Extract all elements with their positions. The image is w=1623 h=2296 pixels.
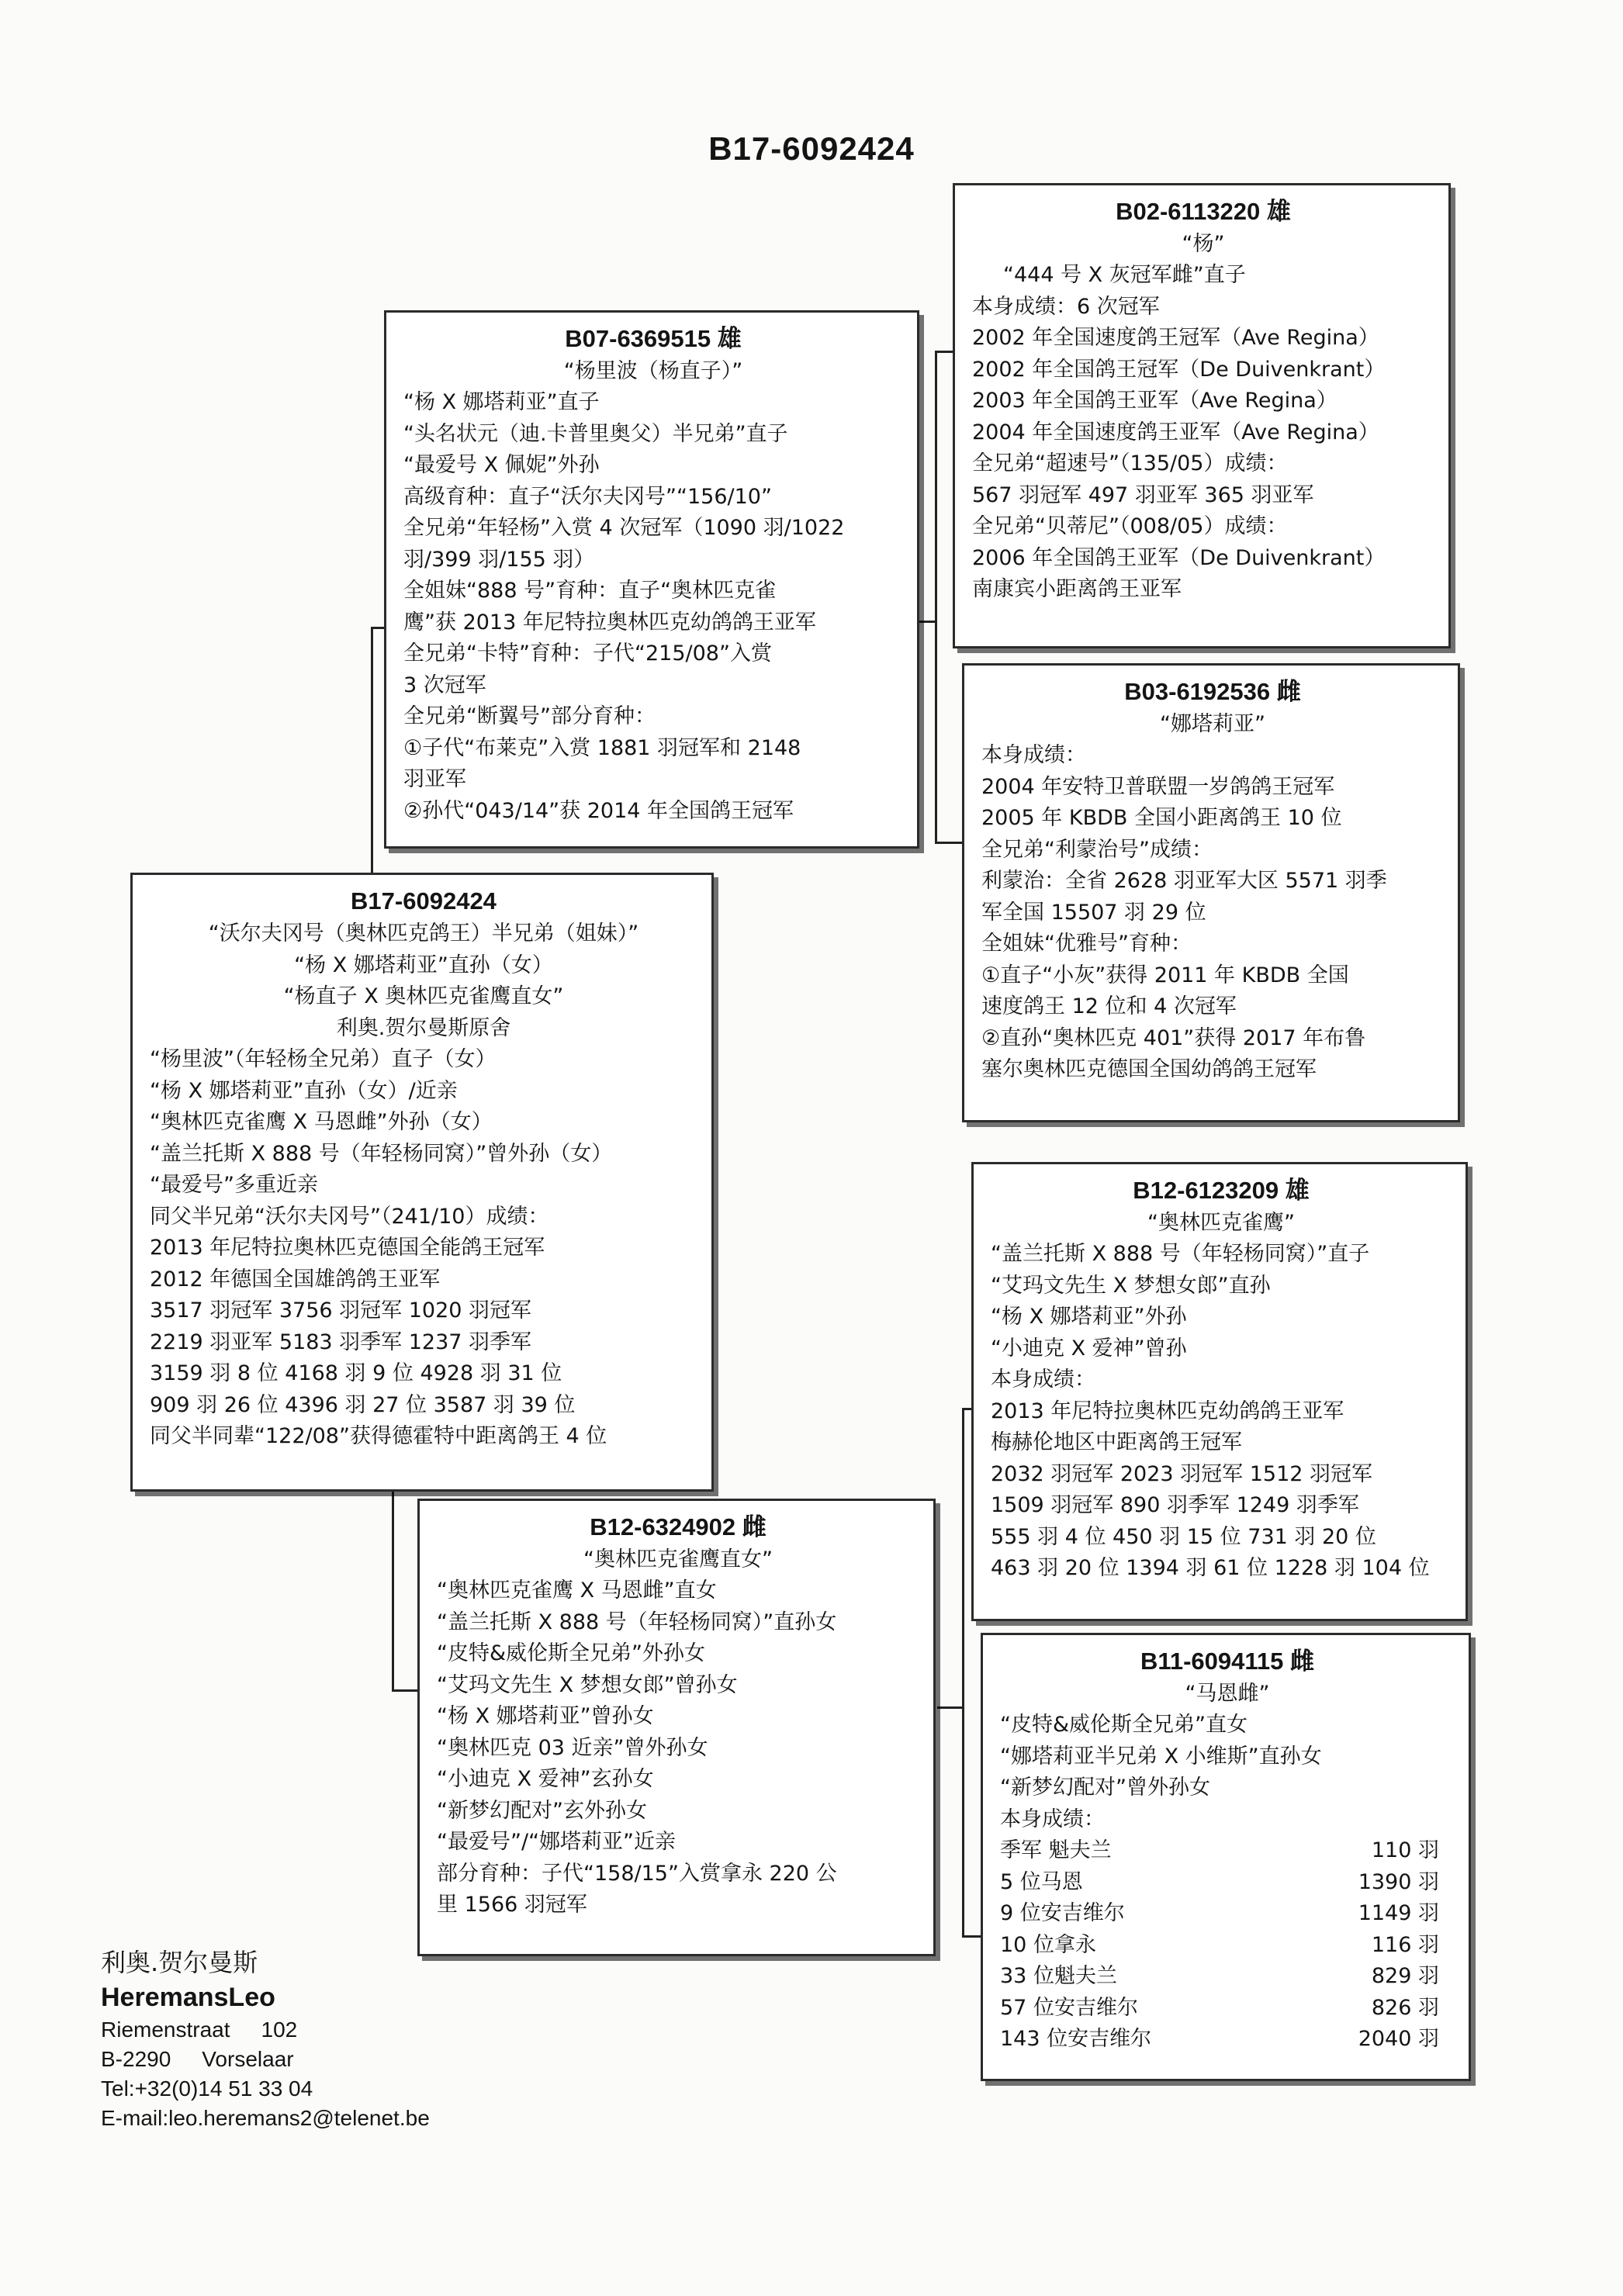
sd-line: 2004 年安特卫普联盟一岁鸽鸽王冠军 — [981, 774, 1335, 799]
dd-line: 本身成绩： — [1000, 1807, 1105, 1831]
ds-line: “小迪克 X 爱神”曾孙 — [991, 1336, 1187, 1361]
dd-ring-number: B11-6094115 雌 — [1140, 1648, 1315, 1675]
dam-line: 部分育种：子代“158/15”入赏拿永 220 公 — [437, 1861, 837, 1886]
subject-line: “盖兰托斯 X 888 号（年轻杨同窝）”曾外孙（女） — [150, 1141, 613, 1166]
subject-line: 同父半同辈“122/08”获得德霍特中距离鸽王 4 位 — [150, 1424, 607, 1448]
subject-line: 909 羽 26 位 4396 羽 27 位 3587 羽 39 位 — [150, 1392, 576, 1417]
dd-result-place: 季军 魁夫兰 — [1000, 1838, 1112, 1862]
ss-line: 本身成绩：6 次冠军 — [972, 294, 1160, 319]
page-title: B17-6092424 — [708, 130, 915, 167]
ss-line: “444 号 X 灰冠军雌”直子 — [1003, 263, 1246, 287]
dam-box — [417, 1499, 936, 1956]
subject-line: 2219 羽亚军 5183 羽季军 1237 羽季军 — [150, 1330, 532, 1354]
sd-line: ②直孙“奥林匹克 401”获得 2017 年布鲁 — [981, 1025, 1366, 1050]
sire-line: 鹰”获 2013 年尼特拉奥林匹克幼鸽鸽王亚军 — [403, 610, 816, 635]
ds-line: 本身成绩： — [991, 1368, 1095, 1392]
dam-line: “最爱号”/“娜塔莉亚”近亲 — [437, 1830, 677, 1854]
sire-line: “杨 X 娜塔莉亚”直子 — [403, 390, 600, 414]
ds-line: “盖兰托斯 X 888 号（年轻杨同窝）”直子 — [991, 1242, 1370, 1266]
sire-line: ①子代“布莱克”入赏 1881 羽冠军和 2148 — [403, 735, 801, 760]
connector-subject-dam-horizontal — [392, 1689, 420, 1692]
sire-line: 3 次冠军 — [403, 673, 486, 697]
dd-result-birds: 829 羽 — [1371, 1964, 1439, 1988]
sire-line: “头名状元（迪.卡普里奥父）半兄弟”直子 — [403, 421, 788, 446]
ss-line: 2006 年全国鸽王亚军（De Duivenkrant） — [972, 545, 1386, 570]
owner-postcode: B-2290 — [101, 2047, 171, 2071]
dam-sire-box — [971, 1162, 1468, 1621]
dd-line: “娜塔莉亚半兄弟 X 小维斯”直孙女 — [1000, 1744, 1322, 1769]
owner-email[interactable]: E-mail:leo.heremans2@telenet.be — [101, 2106, 430, 2130]
sire-ring-number: B07-6369515 雄 — [565, 325, 742, 352]
owner-phone: Tel:+32(0)14 51 33 04 — [101, 2076, 313, 2101]
subject-line: “沃尔夫冈号（奥林匹克鸽王）半兄弟（姐妹）” — [208, 922, 639, 946]
ds-line: 2032 羽冠军 2023 羽冠军 1512 羽冠军 — [991, 1461, 1373, 1486]
dam-line: 里 1566 羽冠军 — [437, 1893, 587, 1917]
dd-nickname: “马恩雌” — [1185, 1682, 1270, 1706]
ds-line: 555 羽 4 位 450 羽 15 位 731 羽 20 位 — [991, 1524, 1376, 1549]
dam-line: “杨 X 娜塔莉亚”曾孙女 — [437, 1704, 654, 1728]
subject-line: “奥林匹克雀鹰 X 马恩雌”外孙（女） — [150, 1110, 493, 1134]
owner-street: Riemenstraat — [101, 2018, 230, 2042]
dd-result-row — [1000, 1835, 1455, 1867]
dd-result-place: 57 位安吉维尔 — [1000, 1995, 1138, 2020]
subject-line: “杨 X 娜塔莉亚”直孙（女）/近亲 — [150, 1078, 458, 1103]
sire-line: ②孙代“043/14”获 2014 年全国鸽王冠军 — [403, 798, 794, 823]
connector-sire-grandparents — [935, 351, 937, 843]
dam-nickname: “奥林匹克雀鹰直女” — [583, 1547, 773, 1572]
sire-line: 羽亚军 — [403, 767, 466, 791]
owner-city-line — [101, 2045, 430, 2074]
ss-line: 2002 年全国速度鸽王冠军（Ave Regina） — [972, 326, 1379, 350]
subject-line: 2012 年德国全国雄鸽鸽王亚军 — [150, 1267, 441, 1292]
subject-line: 同父半兄弟“沃尔夫冈号”（241/10）成绩： — [150, 1204, 549, 1229]
subject-box — [130, 873, 714, 1492]
dd-result-row — [1000, 2024, 1455, 2056]
owner-contact — [101, 1945, 430, 2133]
sd-line: ①直子“小灰”获得 2011 年 KBDB 全国 — [981, 963, 1349, 987]
dam-line: “奥林匹克 03 近亲”曾外孙女 — [437, 1735, 708, 1760]
dd-result-row — [1000, 1898, 1455, 1930]
ss-line: 2003 年全国鸽王亚军（Ave Regina） — [972, 389, 1338, 413]
sd-line: 塞尔奥林匹克德国全国幼鸽鸽王冠军 — [981, 1057, 1317, 1081]
sire-box — [384, 310, 919, 849]
dd-result-birds: 116 羽 — [1371, 1932, 1439, 1957]
ds-line: “艾玛文先生 X 梦想女郎”直孙 — [991, 1273, 1271, 1298]
dd-result-birds: 1390 羽 — [1358, 1869, 1439, 1894]
dam-line: “艾玛文先生 X 梦想女郎”曾孙女 — [437, 1672, 738, 1697]
ss-line: 全兄弟“超速号”（135/05）成绩： — [972, 451, 1288, 475]
dam-line: “小迪克 X 爱神”玄孙女 — [437, 1767, 654, 1791]
subject-line: 2013 年尼特拉奥林匹克德国全能鸽王冠军 — [150, 1236, 545, 1260]
sd-nickname: “娜塔莉亚” — [1160, 712, 1265, 736]
dd-result-place: 5 位马恩 — [1000, 1869, 1083, 1894]
subject-line: 利奥.贺尔曼斯原舍 — [336, 1015, 511, 1040]
ds-nickname: “奥林匹克雀鹰” — [1147, 1211, 1295, 1235]
sire-dam-box — [962, 663, 1460, 1122]
ds-line: “杨 X 娜塔莉亚”外孙 — [991, 1305, 1187, 1329]
dd-result-place: 10 位拿永 — [1000, 1932, 1096, 1957]
sd-line: 利蒙治：全省 2628 羽亚军大区 5571 羽季 — [981, 869, 1387, 893]
subject-line: “杨直子 X 奥林匹克雀鹰直女” — [283, 984, 564, 1008]
ds-line: 463 羽 20 位 1394 羽 61 位 1228 羽 104 位 — [991, 1556, 1430, 1580]
owner-name-cn: 利奥.贺尔曼斯 — [101, 1948, 258, 1977]
connector-subject-dam-vertical — [392, 1489, 394, 1691]
sire-sire-box — [953, 183, 1451, 648]
ds-line: 梅赫伦地区中距离鸽王冠军 — [991, 1430, 1242, 1454]
dd-result-row — [1000, 1930, 1455, 1962]
dd-result-birds: 110 羽 — [1371, 1838, 1439, 1862]
ss-ring-number: B02-6113220 雄 — [1116, 198, 1291, 225]
owner-name-en: HeremansLeo — [101, 1983, 275, 2012]
sd-line: 2005 年 KBDB 全国小距离鸽王 10 位 — [981, 806, 1342, 830]
sd-line: 军全国 15507 羽 29 位 — [981, 900, 1206, 925]
dd-result-place: 9 位安吉维尔 — [1000, 1901, 1125, 1925]
dd-result-place: 33 位魁夫兰 — [1000, 1964, 1117, 1988]
ss-line: 2002 年全国鸽王冠军（De Duivenkrant） — [972, 357, 1386, 382]
dam-line: “皮特&威伦斯全兄弟”外孙女 — [437, 1641, 706, 1665]
connector-dam-mid — [937, 1706, 964, 1709]
sire-line: 高级育种：直子“沃尔夫冈号”“156/10” — [403, 484, 772, 509]
dd-result-birds: 2040 羽 — [1358, 2027, 1439, 2051]
dd-result-row — [1000, 1961, 1455, 1993]
ss-line: 2004 年全国速度鸽王亚军（Ave Regina） — [972, 420, 1379, 444]
sd-line: 全姐妹“优雅号”育种： — [981, 932, 1192, 956]
sire-line: 全兄弟“断翼号”部分育种： — [403, 704, 656, 728]
sd-line: 全兄弟“利蒙治号”成绩： — [981, 837, 1213, 862]
owner-street-number: 102 — [261, 2018, 298, 2042]
subject-line: “最爱号”多重近亲 — [150, 1173, 318, 1197]
ds-line: 2013 年尼特拉奥林匹克幼鸽鸽王亚军 — [991, 1399, 1344, 1423]
ss-line: 南康宾小距离鸽王亚军 — [972, 577, 1182, 601]
dd-result-birds: 826 羽 — [1371, 1995, 1439, 2020]
sire-nickname: “杨里波（杨直子）” — [563, 359, 743, 383]
dd-result-row — [1000, 1993, 1455, 2025]
subject-line: “杨 X 娜塔莉亚”直孙（女） — [294, 953, 553, 977]
sire-line: 全兄弟“年轻杨”入赏 4 次冠军（1090 羽/1022 — [403, 516, 845, 540]
dam-line: “盖兰托斯 X 888 号（年轻杨同窝）”直孙女 — [437, 1610, 837, 1634]
sire-line: 羽/399 羽/155 羽） — [403, 547, 595, 572]
dam-dam-box — [981, 1633, 1471, 2081]
connector-dam-grandparents — [962, 1408, 964, 1935]
ds-line: 1509 羽冠军 890 羽季军 1249 羽季军 — [991, 1493, 1359, 1517]
sd-ring-number: B03-6192536 雌 — [1124, 678, 1301, 705]
sire-line: “最爱号 X 佩妮”外孙 — [403, 453, 600, 477]
sire-line: 全兄弟“卡特”育种：子代“215/08”入赏 — [403, 641, 772, 666]
dam-line: “奥林匹克雀鹰 X 马恩雌”直女 — [437, 1578, 717, 1603]
ss-line: 全兄弟“贝蒂尼”（008/05）成绩： — [972, 514, 1288, 538]
dd-line: “皮特&威伦斯全兄弟”直女 — [1000, 1713, 1248, 1737]
ds-ring-number: B12-6123209 雄 — [1133, 1177, 1310, 1204]
owner-city: Vorselaar — [202, 2047, 294, 2071]
sd-line: 本身成绩： — [981, 743, 1086, 767]
dam-ring-number: B12-6324902 雌 — [590, 1513, 767, 1540]
dam-line: “新梦幻配对”玄外孙女 — [437, 1798, 647, 1823]
connector-sire-sd — [935, 842, 964, 844]
dd-result-birds: 1149 羽 — [1358, 1901, 1439, 1925]
sd-line: 速度鸽王 12 位和 4 次冠军 — [981, 994, 1237, 1018]
connector-subject-sire-vertical — [371, 627, 373, 877]
dd-result-place: 143 位安吉维尔 — [1000, 2027, 1152, 2051]
subject-line: “杨里波”（年轻杨全兄弟）直子（女） — [150, 1047, 497, 1071]
sire-line: 全姐妹“888 号”育种：直子“奥林匹克雀 — [403, 579, 777, 603]
dd-line: “新梦幻配对”曾外孙女 — [1000, 1776, 1210, 1800]
subject-line: 3517 羽冠军 3756 羽冠军 1020 羽冠军 — [150, 1298, 532, 1323]
subject-ring-number: B17-6092424 — [351, 887, 497, 915]
subject-line: 3159 羽 8 位 4168 羽 9 位 4928 羽 31 位 — [150, 1361, 562, 1385]
owner-street-line — [101, 2015, 430, 2045]
ss-nickname: “杨” — [1182, 232, 1225, 256]
ss-line: 567 羽冠军 497 羽亚军 365 羽亚军 — [972, 482, 1314, 507]
dd-result-row — [1000, 1867, 1455, 1899]
